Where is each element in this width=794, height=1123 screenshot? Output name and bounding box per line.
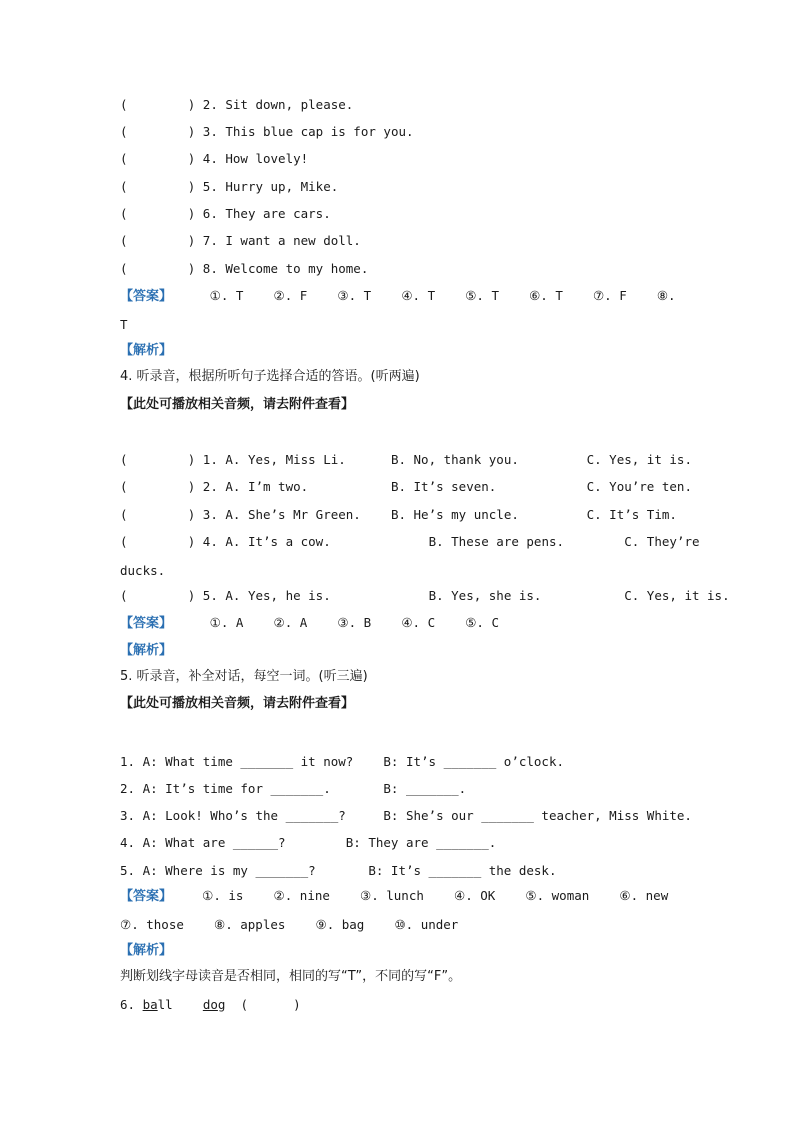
list-item: 6. ball dog ( ) — [120, 997, 301, 1012]
list-item — [120, 534, 700, 550]
item-text: 3. A. She’s Mr Green. B. He’s my uncle. C. It’s Tim. — [202, 507, 677, 522]
item-text: 6. They are cars. — [202, 206, 331, 221]
answer-continued: T — [120, 317, 128, 332]
answer-paren: ( ) — [120, 179, 196, 194]
answer-label: 【答案】 — [120, 616, 173, 631]
analysis-label: 【解析】 — [120, 343, 173, 358]
analysis-label: 【解析】 — [120, 643, 173, 658]
answer-row — [120, 288, 676, 305]
answer-paren: ( ) — [120, 233, 196, 248]
item-text: 2. Sit down, please. — [202, 97, 354, 112]
item-text: 1. A. Yes, Miss Li. B. No, thank you. C. Yes, it is. — [202, 452, 692, 467]
underlined-letters: do — [202, 997, 218, 1012]
list-item — [120, 233, 361, 249]
section-title: 5. 听录音，补全对话，每空一词。(听三遍) — [120, 669, 368, 684]
answer-label: 【答案】 — [120, 889, 173, 904]
section-title: 4. 听录音，根据所听句子选择合适的答语。(听两遍) — [120, 369, 420, 384]
answer-row — [120, 888, 668, 905]
answer-text: ①. is ②. nine ③. lunch ④. OK ⑤. woman ⑥. new — [202, 888, 669, 903]
audio-note: 【此处可播放相关音频，请去附件查看】 — [120, 397, 355, 412]
list-item — [120, 179, 338, 195]
list-item — [120, 452, 692, 468]
answer-paren: ( ) — [120, 151, 196, 166]
item-text: 7. I want a new doll. — [202, 233, 361, 248]
answer-paren: ( ) — [120, 507, 196, 522]
answer-paren: ( ) — [120, 452, 196, 467]
item-text: 3. This blue cap is for you. — [202, 124, 414, 139]
dialogue-item: 4. A: What are ______? B: They are _______. — [120, 835, 497, 850]
answer-paren: ( ) — [120, 206, 196, 221]
dialogue-item: 3. A: Look! Who’s the _______? B: She’s our _______ teacher, Miss White. — [120, 808, 692, 823]
answer-paren: ( ) — [120, 261, 196, 276]
answer-paren: ( ) — [120, 534, 196, 549]
answer-row — [120, 615, 499, 632]
list-item — [120, 206, 331, 222]
item-text: 5. A. Yes, he is. B. Yes, she is. C. Yes, it is. — [202, 588, 730, 603]
answer-paren: ( ) — [120, 479, 196, 494]
analysis-label: 【解析】 — [120, 943, 173, 958]
audio-note: 【此处可播放相关音频，请去附件查看】 — [120, 696, 355, 711]
dialogue-item: 2. A: It’s time for _______. B: _______. — [120, 781, 467, 796]
item-text: 4. A. It’s a cow. B. These are pens. C. They’re — [202, 534, 700, 549]
item-text: 4. How lovely! — [202, 151, 309, 166]
list-item — [120, 151, 308, 167]
dialogue-item: 5. A: Where is my _______? B: It’s _______ the desk. — [120, 863, 557, 878]
answer-paren: ( ) — [240, 997, 301, 1012]
section-title: 判断划线字母读音是否相同，相同的写“T”，不同的写“F”。 — [120, 969, 462, 984]
item-text: 2. A. I’m two. B. It’s seven. C. You’re ten. — [202, 479, 692, 494]
answer-continued: ⑦. those ⑧. apples ⑨. bag ⑩. under — [120, 917, 459, 932]
dialogue-item: 1. A: What time _______ it now? B: It’s _______ o’clock. — [120, 754, 565, 769]
answer-text: ①. A ②. A ③. B ④. C ⑤. C — [209, 615, 499, 630]
list-item — [120, 507, 677, 523]
answer-label: 【答案】 — [120, 289, 173, 304]
list-item — [120, 261, 368, 277]
answer-text: ①. T ②. F ③. T ④. T ⑤. T ⑥. T ⑦. F ⑧. — [209, 288, 676, 303]
answer-paren: ( ) — [120, 97, 196, 112]
item-text: 8. Welcome to my home. — [202, 261, 369, 276]
list-item-wrap: ducks. — [120, 563, 166, 578]
item-text: 5. Hurry up, Mike. — [202, 179, 339, 194]
underlined-letters: ba — [142, 997, 158, 1012]
list-item — [120, 588, 730, 604]
list-item — [120, 479, 692, 495]
list-item — [120, 124, 414, 140]
list-item — [120, 97, 353, 113]
answer-paren: ( ) — [120, 588, 196, 603]
answer-paren: ( ) — [120, 124, 196, 139]
